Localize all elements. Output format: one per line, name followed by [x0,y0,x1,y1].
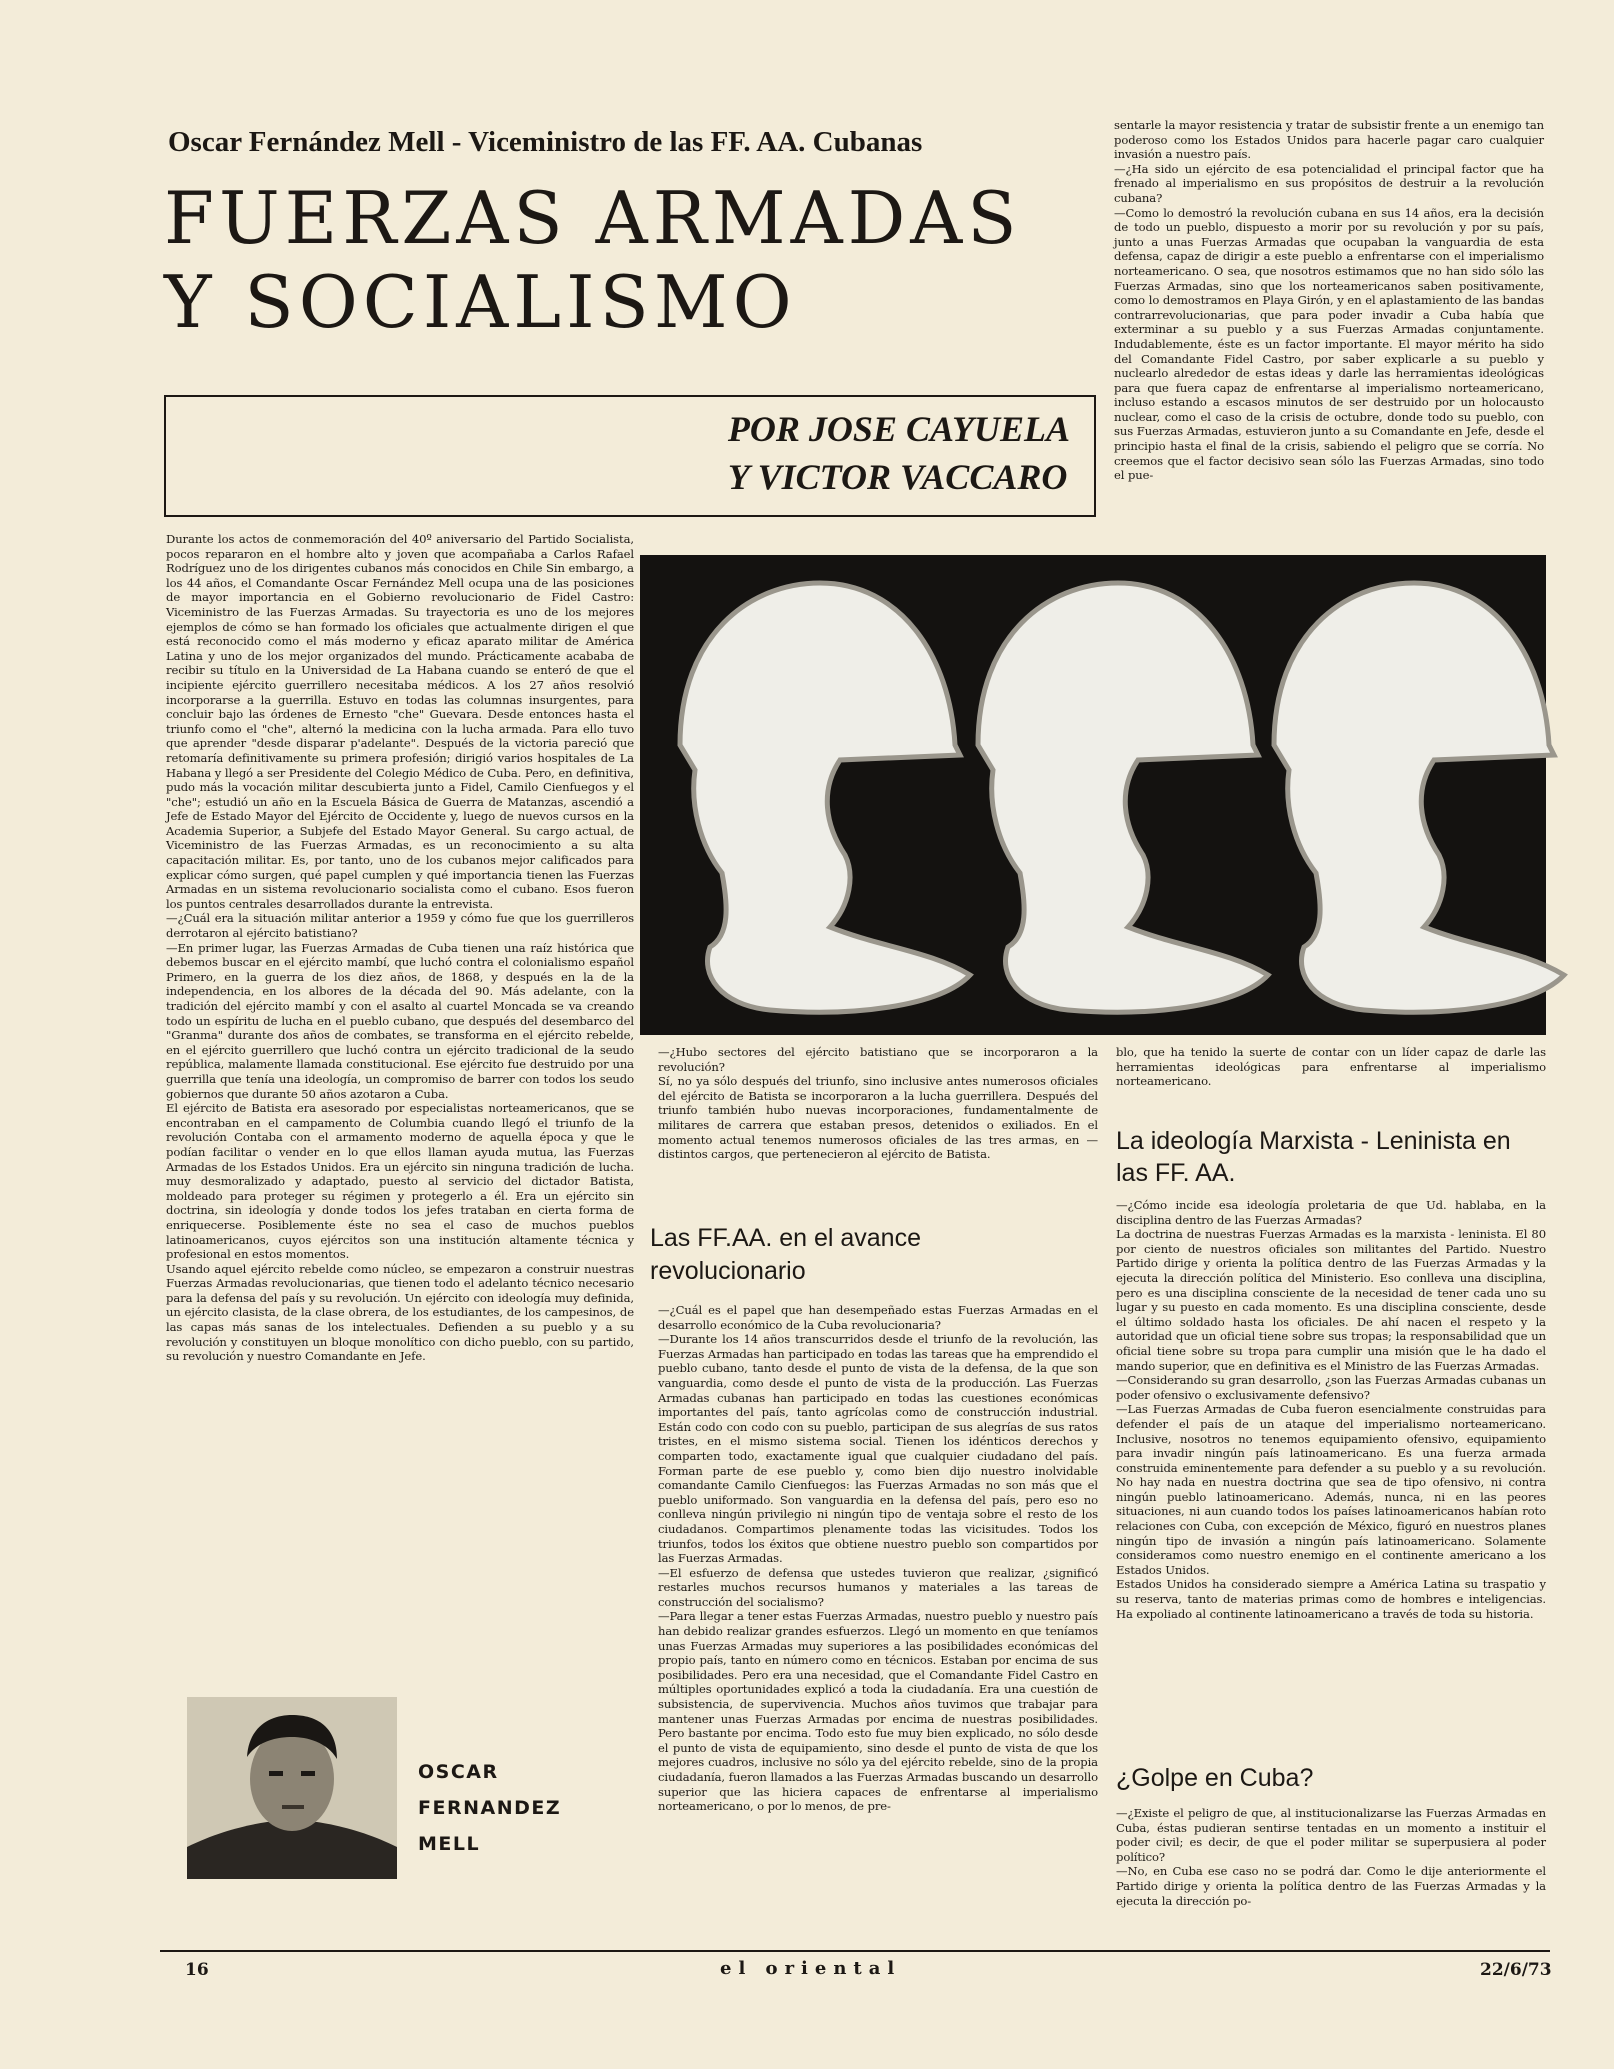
byline-line-1: POR JOSE CAYUELA [727,409,1070,449]
caption-line-2: FERNANDEZ [418,1797,562,1819]
article-headline [164,176,1124,344]
publication-name: el oriental [720,1958,902,1979]
footer-rule [160,1950,1550,1952]
caption-line-1: OSCAR [418,1761,499,1783]
column-2-top: —¿Hubo sectores del ejército batistiano que se incorporaron a la revolución? Sí, no ya sólo después del triunfo, sino inclusive antes numerosos oficiales del ejército de Batista se incorporaron a la lucha guerrillera. Después del triunfo también hubo nuevas incorporaciones, fundamentalmente de militares de carrera que estaban presos, detenidos o exiliados. En el momento actual tenemos numerosos oficiales de las tres armas, en —distintos cargos, que pertenecieron al ejército de Batista. [658,1045,1098,1162]
page-number: 16 [185,1960,209,1980]
column-2-main: —¿Cuál es el papel que han desempeñado estas Fuerzas Armadas en el desarrollo económico de la Cuba revolucionaria? —Durante los 14 años transcurridos desde el triunfo de la revolución, las Fuerzas Armadas han participado en todas las tareas que ha emprendido el pueblo cubano, tanto desde el punto de vista de la defensa, de la que son vanguardia, como desde el punto de vista de la producción. Las Fuerzas Armadas cubanas han participado en todas las cuestiones económicas importantes del país, tanto agrícolas como de construcción industrial. Están codo con codo con su pueblo, participan de sus alegrías de sus ratos tristes, en el mismo sistema social. Tienen los idénticos derechos y comparten todo, exactamente igual que cualquier ciudadano del país. Forman parte de ese pueblo y, como bien dijo nuestro inolvidable comandante Camilo Cienfuegos: las Fuerzas Armadas no son más que el pueblo uniformado. Son vanguardia en la defensa del país, pero eso no conlleva ningún privilegio ni ningún tipo de ventaja sobre el resto de los ciudadanos. Compartimos plenamente todas las vicisitudes. Todos los triunfos, todos los éxitos que obtiene nuestro pueblo son compartidos por las Fuerzas Armadas. —El esfuerzo de defensa que ustedes tuvieron que realizar, ¿significó restarles muchos recursos humanos y materiales a las tareas de construcción del socialismo? —Para llegar a tener estas Fuerzas Armadas, nuestro pueblo y nuestro país han debido realizar grandes esfuerzos. Llegó un momento en que teníamos unas Fuerzas Armadas muy superiores a las posibilidades económicas del propio país, tanto en número como en técnicos. Estaban por encima de sus posibilidades. Pero era una necesidad, que el Comandante Fidel Castro en múltiples oportunidades explicó a toda la ciudadanía. Era una cuestión de subsistencia, de supervivencia. Muchos años tuvimos que trabajar para mantener unas Fuerzas Armadas por encima de nuestras posibilidades. Pero bastante por encima. Todo esto fue muy bien explicado, no sólo desde el punto de vista de equipamiento, sino desde el punto de vista de que los mejores cuadros, inclusive no sólo ya del ejército rebelde, sino de la propia ciudadanía, fueron llamados a las Fuerzas Armadas buscando un desarrollo superior que las hiciera capaces de enfrentarse al imperialismo norteamericano, o por lo menos, de pre- [658,1303,1098,1814]
soldier-helmet-illustration [640,555,1546,1035]
column-1: Durante los actos de conmemoración del 40º aniversario del Partido Socialista, pocos repararon en el hombre alto y joven que acompañaba a Carlos Rafael Rodríguez uno de los dirigentes cubanos más conocidos en Chile Sin embargo, a los 44 años, el Comandante Oscar Fernández Mell ocupa una de las posiciones de mayor importancia en el Gobierno revolucionario de Fidel Castro: Viceministro de las Fuerzas Armadas. Su trayectoria es uno de los mejores ejemplos de cómo se han formado los oficiales que actualmente dirigen el que está reconocido como el más moderno y eficaz aparato militar de América Latina y uno de los mejor organizados del mundo. Prácticamente acababa de recibir su título en la Universidad de La Habana cuando se enteró de que el incipiente ejército guerrillero necesitaba médicos. A los 27 años resolvió incorporarse a la guerrilla. Estuvo en todas las columnas insurgentes, para concluir bajo las órdenes de Ernesto "che" Guevara. Desde entonces hasta el triunfo como el "che", alternó la medicina con la lucha armada. Para ello tuvo que aprender "desde disparar p'adelante". Después de la victoria pareció que retomaría definitivamente su primera profesión; dirigió varios hospitales de La Habana y llegó a ser Presidente del Colegio Médico de Cuba. Pero, en definitiva, pudo más la vocación militar descubierta junto a Fidel, Camilo Cienfuegos y el "che"; estudió un año en la Escuela Básica de Guerra de Matanzas, ascendió a Jefe de Estado Mayor del Ejército de Occidente y, luego de nuevos cursos en la Academia Superior, a Subjefe del Estado Mayor General. Su cargo actual, de Viceministro de las Fuerzas Armadas, es un reconocimiento a su alta capacitación militar. Es, por tanto, uno de los cubanos mejor calificados para explicar cómo surgen, qué papel cumplen y qué importancia tienen las Fuerzas Armadas en un sistema revolucionario socialista como el cubano. Esos fueron los puntos centrales desarrollados durante la entrevista. —¿Cuál era la situación militar anterior a 1959 y cómo fue que los guerrilleros derrotaron al ejército batistiano? —En primer lugar, las Fuerzas Armadas de Cuba tienen una raíz histórica que debemos buscar en el ejército mambí, que luchó contra el colonialismo español Primero, en la guerra de los diez años, de 1868, y después en la de la independencia, en los albores de la década del 90. Más adelante, con la tradición del ejército mambí y con el asalto al cuartel Moncada se va creando todo un espíritu de lucha en el pueblo cubano, que después del desembarco del "Granma" durante dos años de combates, se transforma en el ejército rebelde, en el ejército guerrillero que luchó contra un ejército tradicional de la seudo república, malamente llamada constitucional. Ese ejército fue destruido por una guerrilla que tenía una ideología, un compromiso de barrer con todos los seudo gobiernos que durante 50 años azotaron a Cuba. El ejército de Batista era asesorado por especialistas norteamericanos, que se encontraban en el campamento de Columbia cuando llegó el triunfo de la revolución Contaba con el armamento moderno de aquella época y que le podían facilitar o vender en lo que ellos llaman ayuda mutua, las Fuerzas Armadas de los Estados Unidos. Era un ejército sin ninguna tradición de lucha. muy desmoralizado y adaptado, puesto al servicio del dictador Batista, moldeado para proteger su régimen y protegerlo a él. Era un ejército sin doctrina, sin ideología y donde todos los jefes trataban en cierta forma de enriquecerse. Posiblemente éste no sea el caso de muchos pueblos latinoamericanos, cuyos ejércitos son una institución altamente técnica y profesional en estos momentos. Usando aquel ejército rebelde como núcleo, se empezaron a construir nuestras Fuerzas Armadas revolucionarias, que tienen todo el adelanto técnico necesario para la defensa del país y su revolución. Un ejército con ideología muy definida, un ejército clasista, de la clase obrera, de los estudiantes, de los campesinos, de las capas más sanas de los intelectuales. Defienden a su pueblo y a su revolución y constituyen un bloque monolítico con dicho pueblo, con su partido, su revolución y nuestro Comandante en Jefe. [166,532,634,1364]
portrait-photo [187,1697,397,1879]
subhead-ideologia: La ideología Marxista - Leninista en las FF. AA. [1116,1127,1511,1187]
byline-line-2: Y VICTOR VACCARO [727,457,1068,497]
article-kicker: Oscar Fernández Mell - Viceministro de las FF. AA. Cubanas [168,126,923,158]
byline [728,405,1070,501]
helmet-silhouettes-graphic [640,555,1546,1035]
column-3-main: —¿Cómo incide esa ideología proletaria de que Ud. hablaba, en la disciplina dentro de las Fuerzas Armadas? La doctrina de nuestras Fuerzas Armadas es la marxista - leninista. El 80 por ciento de nuestros oficiales son militantes del Partido. Nuestro Partido dirige y orienta la política dentro de las Fuerzas Armadas y la ejecuta la dirección política del Ministerio. Eso conlleva una disciplina, pero es una disciplina consciente de la necesidad de tener cada uno su lugar y su puesto en cada momento. Es una disciplina consciente, desde el último soldado hasta los oficiales. De ahí nacen el respeto y la autoridad que un oficial tiene sobre sus tropas; la responsabilidad que un oficial tiene sobre su tropa para cumplir una misión que le ha dado el mando superior, que en definitiva es el Ministro de las Fuerzas Armadas. —Considerando su gran desarrollo, ¿son las Fuerzas Armadas cubanas un poder ofensivo o exclusivamente defensivo? —Las Fuerzas Armadas de Cuba fueron esencialmente construidas para defender el país de un ataque del imperialismo norteamericano. Inclusive, nosotros no tenemos equipamiento ofensivo, equipamiento para invadir ningún país latinoamericano. Es una fuerza armada construida eminentemente para defender a su pueblo y a su revolución. No hay nada en nuestra doctrina que sea de tipo ofensivo, ni contra ningún pueblo latinoamericano. Además, nunca, ni en las peores situaciones, ni aun cuando todos los países latinoamericanos habían roto relaciones con Cuba, con excepción de México, figuró en nuestros planes ningún tipo de invasión a ningún país latinoamericano. Solamente consideramos como nuestro enemigo en el continente americano a los Estados Unidos. Estados Unidos ha considerado siempre a América Latina su traspatio y su reserva, tanto de materias primas como de hombres e inteligencias. Ha expoliado al continente latinoamericano a través de toda su historia. [1116,1198,1546,1621]
portrait-man-graphic [187,1697,397,1879]
column-3-top: blo, que ha tenido la suerte de contar con un líder capaz de darle las herramientas ideológicas para enfrentarse al imperialismo norteamericano. [1116,1045,1546,1089]
byline-box [164,395,1096,517]
headline-line-1: FUERZAS ARMADAS [164,176,1022,260]
portrait-caption [418,1754,561,1862]
subhead-ffaa-avance: Las FF.AA. en el avance revolucionario [650,1224,921,1285]
subhead-golpe-en-cuba: ¿Golpe en Cuba? [1116,1764,1314,1792]
publication-date: 22/6/73 [1480,1960,1552,1980]
caption-line-3: MELL [418,1833,481,1855]
column-right-top: sentarle la mayor resistencia y tratar de subsistir frente a un enemigo tan poderoso como los Estados Unidos para hacerle pagar caro cualquier invasión a nuestro país. —¿Ha sido un ejército de esa potencialidad el principal factor que ha frenado al imperialismo en sus propósitos de destruir a la revolución cubana? —Como lo demostró la revolución cubana en sus 14 años, era la decisión de todo un pueblo, dispuesto a morir por su revolución y por su país, junto a unas Fuerzas Armadas que ocupaban la vanguardia de esta defensa, capaz de dirigir a este pueblo a enfrentarse con el imperialismo norteamericano. O sea, que nosotros estimamos que no han sido sólo las Fuerzas Armadas, sino que los norteamericanos saben positivamente, como lo demostramos en Playa Girón, y en el aplastamiento de las bandas contrarrevolucionarias, que para poder invadir a Cuba había que exterminar a su pueblo y a sus Fuerzas Armadas conjuntamente. Indudablemente, éste es un factor importante. El mayor mérito ha sido del Comandante Fidel Castro, por saber explicarle a su pueblo y nuclearlo alrededor de estas ideas y darle las herramientas ideológicas para que fuera capaz de enfrentarse al imperialismo norteamericano, incluso estando a escasos minutos de ser destruido por un holocausto nuclear, como el caso de la crisis de octubre, donde todo su pueblo, con sus Fuerzas Armadas, estuvieron junto a su Comandante en Jefe, desde el principio hasta el final de la crisis, sabiendo el peligro que se corría. No creemos que el factor decisivo sean sólo las Fuerzas Armadas, sino todo el pue- [1114,118,1544,483]
column-3-bottom: —¿Existe el peligro de que, al institucionalizarse las Fuerzas Armadas en Cuba, éstas pudieran sentirse tentadas en un momento a instituir el poder civil; es decir, de que el poder militar se superpusiera al poder político? —No, en Cuba ese caso no se podrá dar. Como le dije anteriormente el Partido dirige y orienta la política dentro de las Fuerzas Armadas y la ejecuta la dirección po- [1116,1806,1546,1908]
headline-line-2: Y SOCIALISMO [164,260,797,344]
